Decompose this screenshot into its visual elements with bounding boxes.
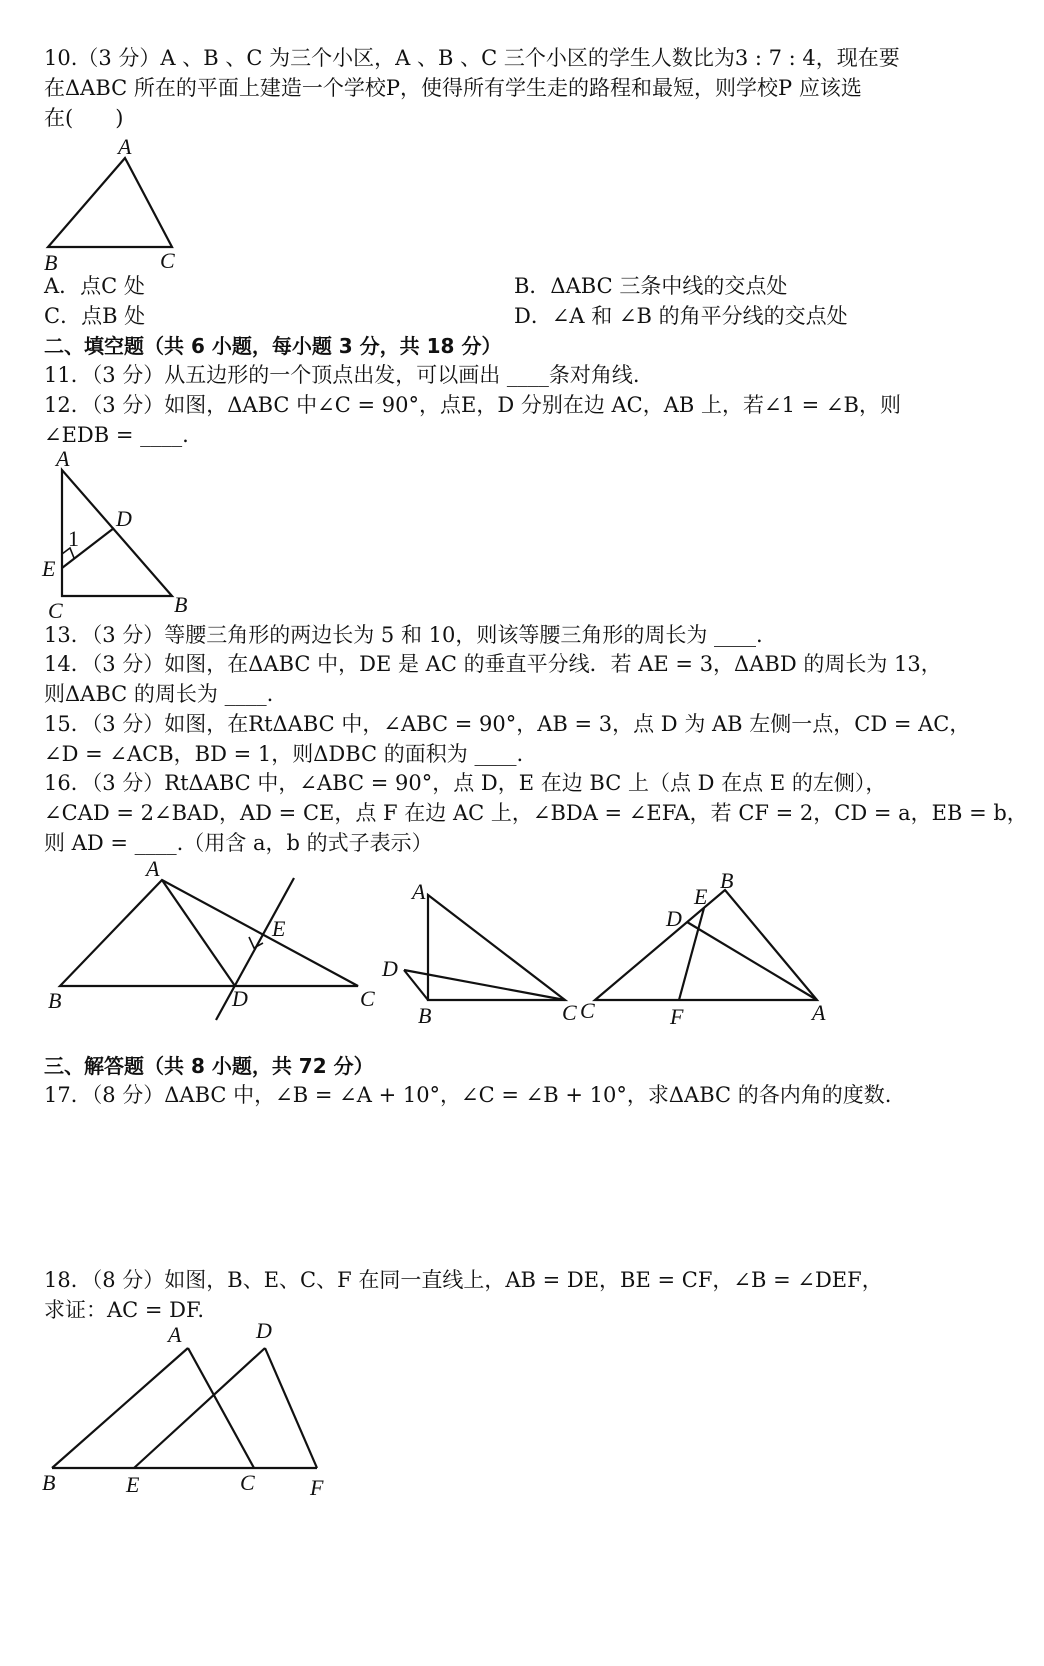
segment-fe: [679, 908, 704, 1000]
q15-figure: [380, 875, 580, 1035]
q10-triangle-figure: [40, 132, 200, 277]
label-a: A: [146, 856, 160, 881]
q18-figure: [40, 1320, 340, 1505]
segment-da: [687, 922, 817, 1000]
q11-text: 11．（3 分）从五边形的一个顶点出发，可以画出 ____条对角线.: [44, 363, 640, 387]
label-e: E: [126, 1472, 140, 1497]
label-d: D: [116, 506, 132, 531]
label-c: C: [240, 1470, 255, 1495]
q10-line-3: 在( ): [44, 106, 124, 130]
label-b: B: [44, 250, 58, 275]
q13-text: 13．（3 分）等腰三角形的两边长为 5 和 10，则该等腰三角形的周长为 ____.: [44, 623, 763, 647]
triangle-abc: [48, 158, 172, 247]
q16-figure: [580, 868, 840, 1038]
q10-option-b[interactable]: B．ΔABC 三条中线的交点处: [514, 274, 788, 298]
label-e: E: [272, 916, 286, 941]
q10-option-a[interactable]: A．点C 处: [44, 274, 145, 298]
label-a: A: [118, 134, 132, 159]
q15-line-2: ∠D = ∠ACB，BD = 1，则ΔDBC 的面积为 ____.: [44, 742, 524, 766]
label-c: C: [48, 598, 63, 623]
q15-line-1: 15．（3 分）如图，在RtΔABC 中，∠ABC = 90°，AB = 3，点 D 为 AB 左侧一点，CD = AC，: [44, 712, 971, 736]
label-b: B: [48, 988, 62, 1013]
q17-text: 17．（8 分）ΔABC 中，∠B = ∠A + 10°，∠C = ∠B + 10°，求ΔABC 的各内角的度数.: [44, 1083, 892, 1107]
q16-line-3: 则 AD = ____.（用含 a，b 的式子表示）: [44, 831, 433, 855]
label-c: C: [562, 1000, 577, 1025]
label-c: C: [580, 998, 595, 1023]
q18-line-1: 18．（8 分）如图，B、E、C、F 在同一直线上，AB = DE，BE = CF，∠B = ∠DEF，: [44, 1268, 883, 1292]
label-1: 1: [68, 526, 79, 551]
label-d: D: [256, 1318, 272, 1343]
label-f: F: [670, 1004, 684, 1029]
q16-line-1: 16．（3 分）RtΔABC 中，∠ABC = 90°，点 D，E 在边 BC 上（点 D 在点 E 的左侧），: [44, 771, 887, 795]
label-a: A: [812, 1000, 826, 1025]
label-f: F: [310, 1475, 324, 1500]
q14-figure: [40, 858, 390, 1038]
label-a: A: [56, 446, 70, 471]
q10-option-d[interactable]: D．∠A 和 ∠B 的角平分线的交点处: [514, 304, 848, 328]
segment-df: [265, 1348, 317, 1468]
q12-triangle-figure: [40, 448, 210, 623]
triangle-abc: [60, 880, 358, 986]
label-d: D: [232, 986, 248, 1011]
label-a: A: [412, 879, 426, 904]
q18-line-2: 求证：AC = DF.: [44, 1298, 204, 1322]
label-c: C: [360, 986, 375, 1011]
label-e: E: [42, 556, 56, 581]
label-b: B: [418, 1003, 432, 1028]
label-e: E: [694, 884, 708, 909]
section-2-heading: 二、填空题（共 6 小题，每小题 3 分，共 18 分）: [44, 334, 502, 358]
q14-line-2: 则ΔABC 的周长为 ____.: [44, 682, 274, 706]
label-d: D: [666, 906, 682, 931]
section-3-heading: 三、解答题（共 8 小题，共 72 分）: [44, 1054, 374, 1078]
label-d: D: [382, 956, 398, 981]
label-b: B: [174, 592, 188, 617]
q12-line-1: 12．（3 分）如图，ΔABC 中∠C = 90°，点E，D 分别在边 AC，AB 上，若∠1 = ∠B，则: [44, 393, 901, 417]
perpendicular-bisector-de: [216, 878, 294, 1020]
q10-line-2: 在ΔABC 所在的平面上建造一个学校P，使得所有学生走的路程和最短，则学校P 应该选: [44, 76, 862, 100]
segment-ad: [162, 880, 235, 986]
q14-line-1: 14．（3 分）如图，在ΔABC 中，DE 是 AC 的垂直平分线．若 AE = 3，ΔABD 的周长为 13，: [44, 652, 942, 676]
q10-option-c[interactable]: C．点B 处: [44, 304, 146, 328]
q12-line-2: ∠EDB = ____.: [44, 423, 189, 447]
triangle-abc: [428, 895, 565, 1000]
q16-line-2: ∠CAD = 2∠BAD，AD = CE，点 F 在边 AC 上，∠BDA = ∠EFA，若 CF = 2，CD = a，EB = b，: [44, 801, 1028, 825]
segment-ba: [52, 1348, 188, 1468]
label-b: B: [42, 1470, 56, 1495]
q10-line-1: 10.（3 分）A 、B 、C 为三个小区，A 、B 、C 三个小区的学生人数比为3 : 7 : 4，现在要: [44, 46, 900, 70]
label-b: B: [720, 868, 734, 893]
label-c: C: [160, 248, 175, 273]
label-a: A: [168, 1322, 182, 1347]
